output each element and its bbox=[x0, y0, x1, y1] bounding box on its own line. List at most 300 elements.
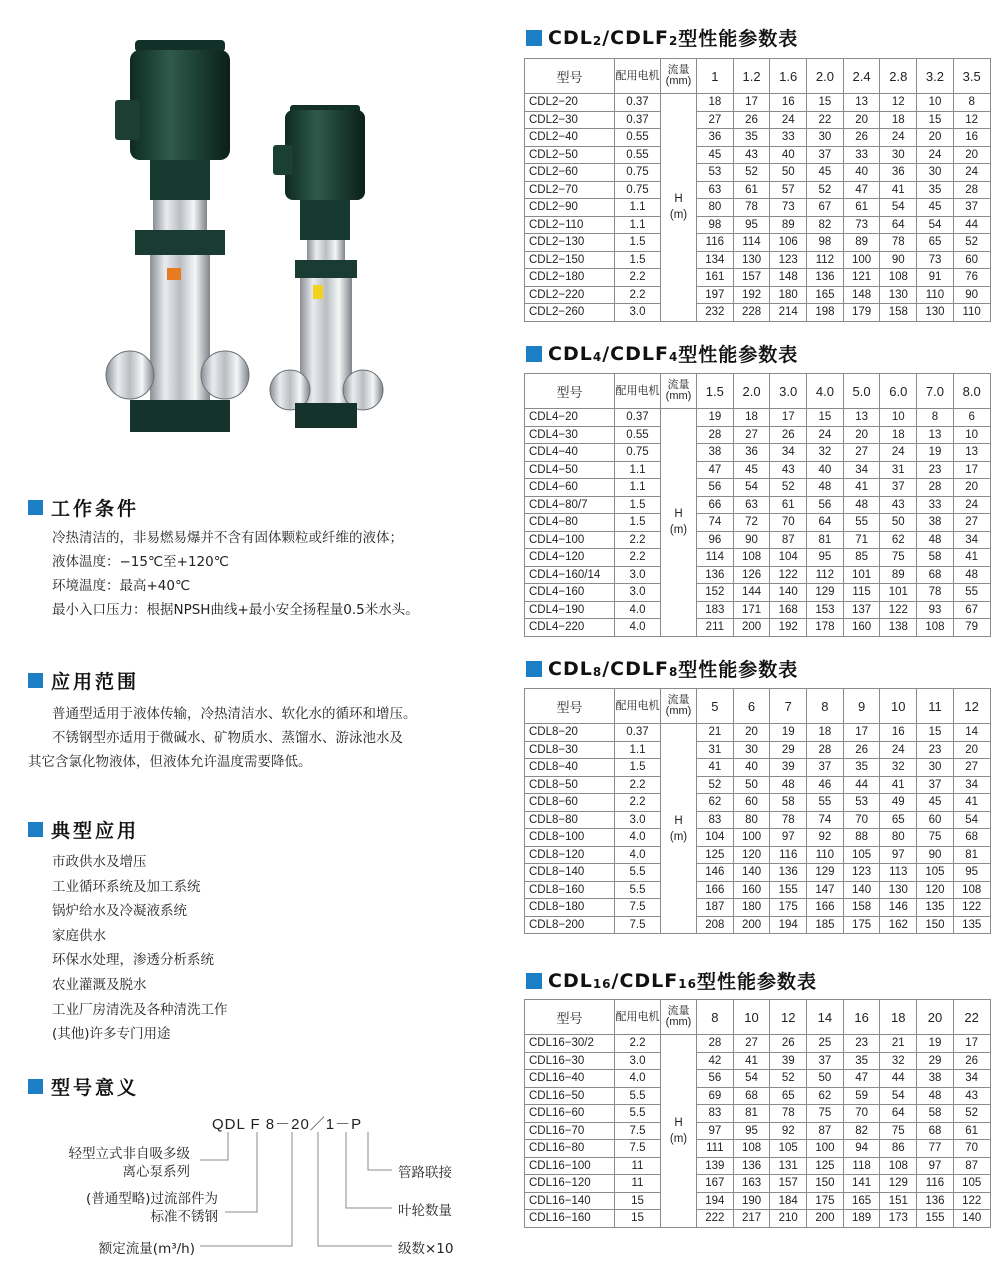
cell-head-value: 73 bbox=[843, 216, 880, 234]
cell-head-value: 61 bbox=[953, 1122, 990, 1140]
header-flow-value: 1.5 bbox=[697, 374, 734, 409]
cell-head-value: 40 bbox=[733, 759, 770, 777]
cell-head-value: 24 bbox=[917, 146, 954, 164]
cell-head-value: 27 bbox=[733, 426, 770, 444]
cell-head-value: 58 bbox=[917, 1105, 954, 1123]
table-row bbox=[525, 1140, 991, 1158]
cell-motor: 1.1 bbox=[615, 199, 661, 217]
table-row bbox=[525, 829, 991, 847]
cell-head-value: 97 bbox=[917, 1157, 954, 1175]
table-title: CDL $_8$ /CDLF $_8$ 型性能参数表 bbox=[526, 655, 798, 682]
cell-head-value: 150 bbox=[917, 916, 954, 934]
cell-head-value: 37 bbox=[880, 479, 917, 497]
cell-head-value: 112 bbox=[807, 251, 844, 269]
table-row bbox=[525, 619, 991, 637]
table-row bbox=[525, 1122, 991, 1140]
table-row bbox=[525, 496, 991, 514]
header-flow-value: 7 bbox=[770, 689, 807, 724]
cell-motor: 0.37 bbox=[615, 724, 661, 742]
cell-head-value: 28 bbox=[697, 1035, 734, 1053]
cell-head-value: 31 bbox=[880, 461, 917, 479]
cell-motor: 0.37 bbox=[615, 111, 661, 129]
cell-motor: 2.2 bbox=[615, 286, 661, 304]
cell-head-value: 52 bbox=[733, 164, 770, 182]
header-motor: 配用电机 bbox=[615, 689, 661, 724]
header-flow-value: 8 bbox=[697, 1000, 734, 1035]
cell-model: CDL16−100 bbox=[525, 1157, 615, 1175]
cell-motor: 0.75 bbox=[615, 164, 661, 182]
cell-head-value: 114 bbox=[697, 549, 734, 567]
cell-head-value: 52 bbox=[953, 234, 990, 252]
header-flow-value: 4.0 bbox=[807, 374, 844, 409]
cell-head-value: 24 bbox=[880, 741, 917, 759]
cell-head-value: 15 bbox=[807, 94, 844, 112]
cell-head-value: 120 bbox=[733, 846, 770, 864]
cell-model: CDL4−160 bbox=[525, 584, 615, 602]
cell-head-value: 70 bbox=[770, 514, 807, 532]
cell-model: CDL8−140 bbox=[525, 864, 615, 882]
cell-head-value: 91 bbox=[917, 269, 954, 287]
cell-motor: 2.2 bbox=[615, 269, 661, 287]
cell-head-value: 37 bbox=[807, 146, 844, 164]
header-flow-value: 10 bbox=[733, 1000, 770, 1035]
table-row bbox=[525, 1105, 991, 1123]
cell-head-value: 41 bbox=[733, 1052, 770, 1070]
cell-head-value: 129 bbox=[807, 864, 844, 882]
cell-head-value: 24 bbox=[953, 164, 990, 182]
cell-head-value: 135 bbox=[953, 916, 990, 934]
cell-head-value: 78 bbox=[733, 199, 770, 217]
header-flow-value: 3.5 bbox=[953, 59, 990, 94]
cell-head-value: 10 bbox=[917, 94, 954, 112]
cell-head-value: 65 bbox=[917, 234, 954, 252]
cell-head-value: 155 bbox=[917, 1210, 954, 1228]
cell-motor: 5.5 bbox=[615, 881, 661, 899]
cell-head-value: 130 bbox=[733, 251, 770, 269]
cell-head-value: 105 bbox=[843, 846, 880, 864]
cell-head-value: 90 bbox=[953, 286, 990, 304]
cell-head-value: 153 bbox=[807, 601, 844, 619]
cell-motor: 2.2 bbox=[615, 776, 661, 794]
cell-head-value: 87 bbox=[770, 531, 807, 549]
cell-model: CDL2−40 bbox=[525, 129, 615, 147]
cell-head-value: 167 bbox=[697, 1175, 734, 1193]
cell-head-value: 60 bbox=[917, 811, 954, 829]
legend-stages: 级数×10 bbox=[398, 1241, 454, 1257]
cell-head-value: 56 bbox=[697, 479, 734, 497]
head-unit: (m) bbox=[669, 830, 688, 843]
header-flow-value: 2.8 bbox=[880, 59, 917, 94]
cell-head-value: 96 bbox=[697, 531, 734, 549]
cell-head-value: 27 bbox=[843, 444, 880, 462]
cell-head-value: 94 bbox=[843, 1140, 880, 1158]
cell-head-value: 43 bbox=[880, 496, 917, 514]
cell-head-value: 144 bbox=[733, 584, 770, 602]
cell-head-value: 33 bbox=[770, 129, 807, 147]
cell-model: CDL2−110 bbox=[525, 216, 615, 234]
cell-head-value: 57 bbox=[770, 181, 807, 199]
cell-model: CDL8−100 bbox=[525, 829, 615, 847]
cell-head-value: 40 bbox=[770, 146, 807, 164]
cell-head-value: 95 bbox=[733, 1122, 770, 1140]
table-row bbox=[525, 759, 991, 777]
cell-model: CDL8−40 bbox=[525, 759, 615, 777]
cell-head-value: 90 bbox=[733, 531, 770, 549]
cell-model: CDL16−80 bbox=[525, 1140, 615, 1158]
table-row bbox=[525, 216, 991, 234]
cell-motor: 1.5 bbox=[615, 496, 661, 514]
cell-model: CDL8−60 bbox=[525, 794, 615, 812]
cell-head-value: 197 bbox=[697, 286, 734, 304]
table-row bbox=[525, 181, 991, 199]
cell-motor: 7.5 bbox=[615, 916, 661, 934]
cell-head-value: 179 bbox=[843, 304, 880, 322]
cell-model: CDL16−30 bbox=[525, 1052, 615, 1070]
cell-head-value: 139 bbox=[697, 1157, 734, 1175]
header-model: 型号 bbox=[525, 1000, 615, 1035]
cell-head-value: 31 bbox=[697, 741, 734, 759]
cell-head-value: 185 bbox=[807, 916, 844, 934]
cell-model: CDL8−160 bbox=[525, 881, 615, 899]
cell-head-value: 50 bbox=[733, 776, 770, 794]
cell-motor: 11 bbox=[615, 1175, 661, 1193]
cell-head-value: 135 bbox=[917, 899, 954, 917]
cell-motor: 0.37 bbox=[615, 94, 661, 112]
cell-head-value: 52 bbox=[770, 1070, 807, 1088]
cell-motor: 4.0 bbox=[615, 1070, 661, 1088]
list-item: 农业灌溉及脱水 bbox=[52, 976, 147, 993]
cell-head-value: 54 bbox=[880, 1087, 917, 1105]
table-row bbox=[525, 409, 991, 427]
header-flow-value: 9 bbox=[843, 689, 880, 724]
header-flow-value: 11 bbox=[917, 689, 954, 724]
cell-head-value: 62 bbox=[880, 531, 917, 549]
cell-head-value: 161 bbox=[697, 269, 734, 287]
cell-head-value: 108 bbox=[880, 1157, 917, 1175]
cell-head-value: 52 bbox=[770, 479, 807, 497]
cell-head-value: 26 bbox=[770, 1035, 807, 1053]
cell-head-value: 64 bbox=[807, 514, 844, 532]
header-motor: 配用电机 bbox=[615, 1000, 661, 1035]
performance-table bbox=[524, 58, 991, 322]
cell-head-value: 13 bbox=[917, 426, 954, 444]
cell-head-value: 20 bbox=[843, 111, 880, 129]
cell-head-value: 43 bbox=[770, 461, 807, 479]
cell-head-value: 200 bbox=[807, 1210, 844, 1228]
table-row bbox=[525, 1210, 991, 1228]
cell-model: CDL2−20 bbox=[525, 94, 615, 112]
header-flow-value: 8.0 bbox=[953, 374, 990, 409]
cell-model: CDL8−180 bbox=[525, 899, 615, 917]
cell-head-value: 22 bbox=[807, 111, 844, 129]
table-row bbox=[525, 811, 991, 829]
table-row bbox=[525, 776, 991, 794]
cell-head-value: 65 bbox=[770, 1087, 807, 1105]
cell-model: CDL4−220 bbox=[525, 619, 615, 637]
cell-head-value: 210 bbox=[770, 1210, 807, 1228]
cell-head-value: 17 bbox=[770, 409, 807, 427]
cell-motor: 1.5 bbox=[615, 514, 661, 532]
cell-head-value: 71 bbox=[843, 531, 880, 549]
cell-model: CDL4−30 bbox=[525, 426, 615, 444]
cell-head-value: 136 bbox=[733, 1157, 770, 1175]
cell-head-value: 44 bbox=[843, 776, 880, 794]
cell-head-value: 75 bbox=[807, 1105, 844, 1123]
cell-head-value: 192 bbox=[733, 286, 770, 304]
cell-head-value: 20 bbox=[843, 426, 880, 444]
table-title: CDL $_{16}$ /CDLF $_{16}$ 型性能参数表 bbox=[526, 967, 817, 994]
cell-head-value: 217 bbox=[733, 1210, 770, 1228]
cell-head-value: 53 bbox=[697, 164, 734, 182]
cell-head-value: 200 bbox=[733, 916, 770, 934]
cell-head-value: 78 bbox=[917, 584, 954, 602]
list-item: 环保水处理，渗透分析系统 bbox=[52, 952, 214, 969]
section-square-icon bbox=[526, 973, 542, 989]
cell-head-value: 228 bbox=[733, 304, 770, 322]
cell-head-value: 24 bbox=[953, 496, 990, 514]
cell-head-value: 125 bbox=[807, 1157, 844, 1175]
table-row bbox=[525, 531, 991, 549]
cell-head-value: 81 bbox=[733, 1105, 770, 1123]
cell-head-value: 16 bbox=[770, 94, 807, 112]
cell-head-value: 101 bbox=[843, 566, 880, 584]
work-conditions-text: 冷热清洁的，非易燃易爆并不含有固体颗粒或纤维的液体； 液体温度：−15℃至+120℃ 环境温度：最高+40℃ 最小入口压力：根据NPSH曲线+最小安全扬程量0.5米水头。 bbox=[52, 530, 419, 618]
cell-head-value: 115 bbox=[843, 584, 880, 602]
cell-head-value: 28 bbox=[917, 479, 954, 497]
cell-motor: 4.0 bbox=[615, 846, 661, 864]
cell-head-value: 194 bbox=[770, 916, 807, 934]
cell-head-value: 90 bbox=[880, 251, 917, 269]
cell-head-value: 171 bbox=[733, 601, 770, 619]
cell-model: CDL2−260 bbox=[525, 304, 615, 322]
head-symbol: H bbox=[674, 193, 683, 206]
cell-head-value: 160 bbox=[733, 881, 770, 899]
cell-head-value: 62 bbox=[697, 794, 734, 812]
cell-head-value: 165 bbox=[807, 286, 844, 304]
cell-head-value: 29 bbox=[917, 1052, 954, 1070]
cell-head-value: 81 bbox=[807, 531, 844, 549]
cell-model: CDL8−200 bbox=[525, 916, 615, 934]
cell-head-value: 140 bbox=[953, 1210, 990, 1228]
cell-head-value: 48 bbox=[807, 479, 844, 497]
cell-motor: 7.5 bbox=[615, 1140, 661, 1158]
cell-head-value: 75 bbox=[880, 1122, 917, 1140]
cell-head-unit bbox=[661, 94, 697, 322]
cell-model: CDL16−50 bbox=[525, 1087, 615, 1105]
section-square-icon bbox=[526, 661, 542, 677]
cell-head-value: 8 bbox=[917, 409, 954, 427]
cell-motor: 15 bbox=[615, 1210, 661, 1228]
cell-head-value: 130 bbox=[917, 304, 954, 322]
cell-motor: 0.55 bbox=[615, 146, 661, 164]
cell-head-value: 13 bbox=[953, 444, 990, 462]
section-square-icon bbox=[526, 30, 542, 46]
cell-head-value: 80 bbox=[880, 829, 917, 847]
cell-model: CDL8−80 bbox=[525, 811, 615, 829]
cell-head-value: 28 bbox=[697, 426, 734, 444]
cell-head-value: 35 bbox=[917, 181, 954, 199]
cell-head-value: 61 bbox=[843, 199, 880, 217]
cell-head-value: 34 bbox=[770, 444, 807, 462]
table-row bbox=[525, 1175, 991, 1193]
cell-head-value: 137 bbox=[843, 601, 880, 619]
cell-head-value: 12 bbox=[880, 94, 917, 112]
cell-head-value: 110 bbox=[807, 846, 844, 864]
cell-head-value: 92 bbox=[770, 1122, 807, 1140]
cell-model: CDL16−40 bbox=[525, 1070, 615, 1088]
cell-head-value: 44 bbox=[953, 216, 990, 234]
cell-head-value: 23 bbox=[917, 461, 954, 479]
cell-head-value: 72 bbox=[733, 514, 770, 532]
cell-head-value: 136 bbox=[807, 269, 844, 287]
cell-head-value: 136 bbox=[697, 566, 734, 584]
list-item: 工业厂房清洗及各种清洗工作 bbox=[52, 1001, 228, 1018]
table-row bbox=[525, 94, 991, 112]
list-item: 工业循环系统及加工系统 bbox=[52, 878, 201, 895]
table-row bbox=[525, 1052, 991, 1070]
cell-head-value: 60 bbox=[733, 794, 770, 812]
cell-head-value: 136 bbox=[917, 1192, 954, 1210]
cell-head-value: 146 bbox=[880, 899, 917, 917]
cell-head-value: 175 bbox=[770, 899, 807, 917]
cell-motor: 0.75 bbox=[615, 181, 661, 199]
cell-model: CDL4−40 bbox=[525, 444, 615, 462]
cell-motor: 3.0 bbox=[615, 584, 661, 602]
cell-motor: 0.55 bbox=[615, 129, 661, 147]
head-unit: (m) bbox=[669, 524, 688, 537]
table-row bbox=[525, 566, 991, 584]
cell-head-value: 10 bbox=[953, 426, 990, 444]
cell-head-value: 32 bbox=[880, 759, 917, 777]
table-row bbox=[525, 1192, 991, 1210]
cell-head-value: 39 bbox=[770, 759, 807, 777]
cell-head-value: 111 bbox=[697, 1140, 734, 1158]
header-flow-value: 1.2 bbox=[733, 59, 770, 94]
cell-head-value: 61 bbox=[770, 496, 807, 514]
cell-head-value: 30 bbox=[880, 146, 917, 164]
cell-head-value: 15 bbox=[807, 409, 844, 427]
cell-head-value: 19 bbox=[917, 1035, 954, 1053]
cell-head-value: 81 bbox=[953, 846, 990, 864]
cell-model: CDL16−140 bbox=[525, 1192, 615, 1210]
cell-head-value: 122 bbox=[880, 601, 917, 619]
cell-head-value: 60 bbox=[953, 251, 990, 269]
header-flow-value: 5 bbox=[697, 689, 734, 724]
cell-head-value: 83 bbox=[697, 811, 734, 829]
cell-head-value: 73 bbox=[770, 199, 807, 217]
table-row bbox=[525, 234, 991, 252]
header-motor: 配用电机 bbox=[615, 374, 661, 409]
cell-motor: 2.2 bbox=[615, 794, 661, 812]
cell-head-value: 38 bbox=[917, 514, 954, 532]
table-row bbox=[525, 1087, 991, 1105]
cell-head-value: 134 bbox=[697, 251, 734, 269]
cell-head-value: 108 bbox=[953, 881, 990, 899]
cell-head-value: 39 bbox=[770, 1052, 807, 1070]
cell-head-value: 38 bbox=[917, 1070, 954, 1088]
header-flow-value: 18 bbox=[880, 1000, 917, 1035]
table-row bbox=[525, 164, 991, 182]
cell-head-value: 24 bbox=[880, 129, 917, 147]
header-flow-value: 8 bbox=[807, 689, 844, 724]
cell-head-value: 35 bbox=[843, 759, 880, 777]
cell-head-value: 125 bbox=[697, 846, 734, 864]
cell-head-value: 47 bbox=[697, 461, 734, 479]
cell-head-value: 16 bbox=[880, 724, 917, 742]
cell-head-value: 69 bbox=[697, 1087, 734, 1105]
cell-head-value: 17 bbox=[733, 94, 770, 112]
cell-head-value: 10 bbox=[880, 409, 917, 427]
cell-head-value: 54 bbox=[733, 1070, 770, 1088]
table-row bbox=[525, 846, 991, 864]
cell-head-value: 104 bbox=[697, 829, 734, 847]
cell-head-value: 48 bbox=[917, 1087, 954, 1105]
cell-head-value: 192 bbox=[770, 619, 807, 637]
list-item: (其他)许多专门用途 bbox=[52, 1026, 171, 1043]
cell-head-value: 17 bbox=[953, 1035, 990, 1053]
cell-head-value: 30 bbox=[917, 759, 954, 777]
cell-motor: 1.5 bbox=[615, 759, 661, 777]
cell-head-value: 16 bbox=[953, 129, 990, 147]
cell-head-value: 83 bbox=[697, 1105, 734, 1123]
cell-head-value: 68 bbox=[917, 566, 954, 584]
cell-head-value: 180 bbox=[770, 286, 807, 304]
cell-motor: 4.0 bbox=[615, 829, 661, 847]
cell-motor: 3.0 bbox=[615, 811, 661, 829]
cell-head-value: 110 bbox=[953, 304, 990, 322]
cell-head-value: 21 bbox=[697, 724, 734, 742]
cell-model: CDL4−50 bbox=[525, 461, 615, 479]
cell-model: CDL4−120 bbox=[525, 549, 615, 567]
cell-head-value: 21 bbox=[880, 1035, 917, 1053]
cell-head-value: 140 bbox=[733, 864, 770, 882]
model-meaning-heading: 型号意义 bbox=[28, 1073, 139, 1100]
cell-model: CDL4−60 bbox=[525, 479, 615, 497]
header-model: 型号 bbox=[525, 59, 615, 94]
cell-head-value: 30 bbox=[807, 129, 844, 147]
cell-motor: 3.0 bbox=[615, 304, 661, 322]
cell-head-value: 53 bbox=[843, 794, 880, 812]
header-flow-value: 16 bbox=[843, 1000, 880, 1035]
cell-head-value: 116 bbox=[770, 846, 807, 864]
cell-motor: 4.0 bbox=[615, 601, 661, 619]
cell-head-value: 37 bbox=[953, 199, 990, 217]
cell-head-value: 163 bbox=[733, 1175, 770, 1193]
header-flow-value: 2.0 bbox=[733, 374, 770, 409]
table-row bbox=[525, 426, 991, 444]
table-row bbox=[525, 549, 991, 567]
cell-head-value: 222 bbox=[697, 1210, 734, 1228]
section-square-icon bbox=[526, 346, 542, 362]
cell-head-value: 73 bbox=[917, 251, 954, 269]
table-row bbox=[525, 741, 991, 759]
cell-head-value: 70 bbox=[843, 1105, 880, 1123]
cell-head-value: 42 bbox=[697, 1052, 734, 1070]
cell-model: CDL2−150 bbox=[525, 251, 615, 269]
cell-head-value: 55 bbox=[843, 514, 880, 532]
cell-model: CDL8−20 bbox=[525, 724, 615, 742]
cell-head-value: 41 bbox=[953, 549, 990, 567]
cell-head-value: 183 bbox=[697, 601, 734, 619]
cell-model: CDL2−90 bbox=[525, 199, 615, 217]
head-symbol: H bbox=[674, 814, 683, 827]
cell-head-value: 121 bbox=[843, 269, 880, 287]
cell-head-value: 40 bbox=[843, 164, 880, 182]
cell-head-value: 194 bbox=[697, 1192, 734, 1210]
cell-head-value: 13 bbox=[843, 409, 880, 427]
cell-head-unit bbox=[661, 724, 697, 934]
cell-head-value: 82 bbox=[807, 216, 844, 234]
